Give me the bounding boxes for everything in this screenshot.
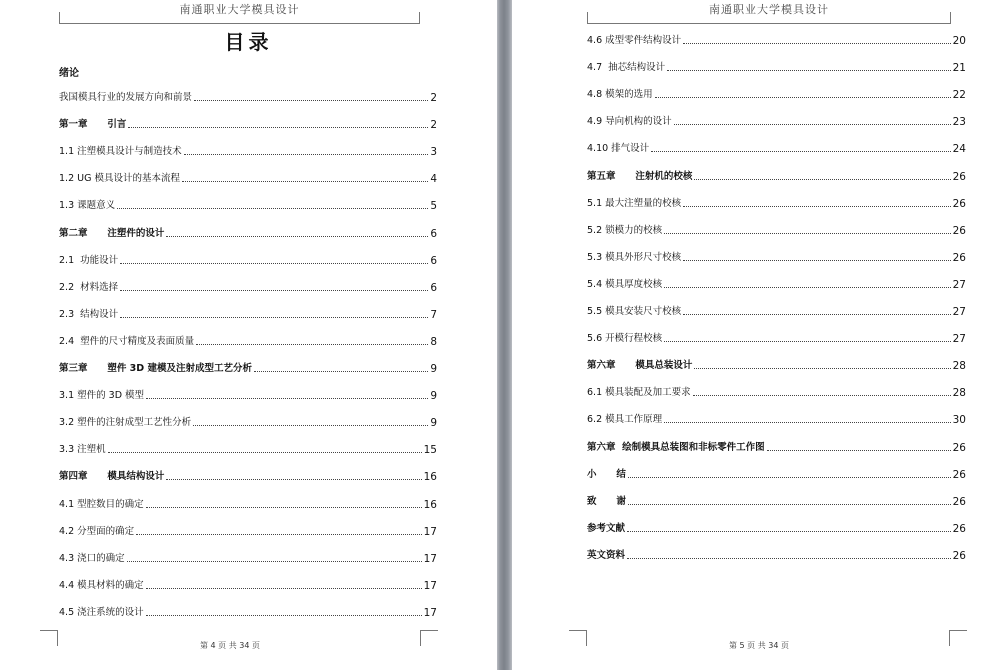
toc-page-number: 26 — [952, 251, 966, 264]
toc-chapter-entry[interactable] — [587, 467, 966, 481]
page-footer: 第 5 页 共 34 页 — [729, 641, 789, 650]
toc-entry[interactable] — [587, 114, 966, 128]
toc-entry-label: 4.7 抽芯结构设计 — [587, 62, 666, 74]
margin-corner-mark — [949, 630, 967, 646]
toc-page-number: 22 — [952, 89, 966, 102]
dot-leader — [767, 450, 951, 451]
toc-page-number: 27 — [952, 278, 966, 291]
toc-entry-label: 6.2 模具工作原理 — [587, 414, 663, 426]
toc-page-number: 26 — [952, 522, 966, 535]
toc-page-number: 17 — [423, 552, 437, 565]
toc-page-number: 27 — [952, 333, 966, 346]
dot-leader — [627, 531, 951, 532]
toc-entry-label: 英文资料 — [587, 549, 626, 561]
dot-leader — [117, 208, 428, 209]
toc-entry-label: 5.2 锁模力的校核 — [587, 224, 663, 236]
toc-entry-label: 2.4 塑件的尺寸精度及表面质量 — [59, 335, 195, 347]
toc-entry-label: 1.3 课题意义 — [59, 200, 116, 212]
dot-leader — [146, 398, 428, 399]
dot-leader — [664, 233, 950, 234]
toc-page-number: 26 — [952, 468, 966, 481]
dot-leader — [627, 558, 951, 559]
toc-entry-label: 3.2 塑件的注射成型工艺性分析 — [59, 417, 192, 429]
toc-entry-label: 第五章 注射机的校核 — [587, 170, 693, 182]
toc-entry-label: 致 谢 — [587, 495, 626, 507]
toc-entry-label: 4.2 分型面的确定 — [59, 525, 135, 537]
dot-leader — [182, 181, 428, 182]
dot-leader — [184, 154, 429, 155]
dot-leader — [664, 287, 950, 288]
toc-entry-label: 4.4 模具材料的确定 — [59, 579, 144, 591]
toc-entry-label: 第三章 塑件 3D 建模及注射成型工艺分析 — [59, 363, 252, 374]
toc-entry-label: 1.1 注塑模具设计与制造技术 — [59, 146, 182, 158]
toc-page-number: 17 — [423, 606, 437, 619]
dot-leader — [664, 422, 950, 423]
dot-leader — [683, 43, 950, 44]
dot-leader — [628, 477, 951, 478]
dot-leader — [667, 70, 950, 71]
toc-chapter-entry[interactable] — [59, 226, 437, 240]
toc-page-number: 17 — [423, 579, 437, 592]
toc-page-number: 20 — [952, 35, 966, 47]
page-gutter — [497, 0, 512, 670]
toc-entry[interactable] — [59, 388, 437, 402]
toc-entry[interactable] — [587, 385, 966, 399]
dot-leader — [651, 151, 950, 152]
toc-chapter-entry[interactable] — [587, 440, 966, 454]
toc-entry[interactable] — [587, 304, 966, 318]
dot-leader — [628, 504, 951, 505]
dot-leader — [146, 507, 422, 508]
page-header — [59, 0, 420, 24]
toc-entry-label: 5.5 模具安装尺寸校核 — [587, 306, 682, 317]
toc-entry-label: 4.5 浇注系统的设计 — [59, 606, 144, 618]
dot-leader — [254, 371, 428, 372]
toc-page-number: 15 — [423, 444, 437, 457]
toc-page-number: 4 — [430, 173, 437, 186]
toc-page-number: 16 — [423, 498, 437, 511]
toc-entry[interactable] — [587, 223, 966, 237]
margin-corner-mark — [569, 630, 587, 646]
dot-leader — [655, 97, 951, 98]
toc-entry-label: 4.3 浇口的确定 — [59, 552, 125, 564]
dot-leader — [120, 263, 428, 264]
toc-chapter-entry[interactable] — [587, 494, 966, 508]
dot-leader — [108, 452, 422, 453]
toc-entry-label: 第二章 注塑件的设计 — [59, 227, 165, 239]
toc-page-number: 9 — [430, 390, 437, 403]
toc-page-number: 26 — [952, 224, 966, 237]
toc-entry[interactable] — [587, 196, 966, 210]
dot-leader — [694, 179, 950, 180]
toc-page-number: 2 — [430, 92, 437, 104]
toc-page-number: 16 — [423, 471, 437, 484]
margin-corner-mark — [40, 630, 58, 646]
toc-entry-label: 2.3 结构设计 — [59, 308, 119, 320]
dot-leader — [146, 588, 422, 589]
toc-entry[interactable] — [59, 253, 437, 267]
toc-entry[interactable] — [59, 415, 437, 429]
header-corner-mark — [950, 12, 951, 24]
toc-entry[interactable] — [59, 442, 437, 456]
toc-entry-label: 5.4 模具厚度校核 — [587, 278, 663, 290]
toc-entry-label: 6.1 模具装配及加工要求 — [587, 387, 691, 399]
dot-leader — [193, 425, 428, 426]
dot-leader — [120, 317, 428, 318]
toc-entry[interactable] — [59, 90, 437, 104]
toc-page-number: 23 — [952, 116, 966, 129]
toc-entry[interactable] — [59, 144, 437, 158]
dot-leader — [194, 100, 428, 101]
toc-entry-label: 3.1 塑件的 3D 模型 — [59, 390, 145, 402]
dot-leader — [127, 561, 422, 562]
toc-page-number: 5 — [430, 200, 437, 213]
toc-page-number: 7 — [430, 308, 437, 321]
toc-page-number: 6 — [430, 281, 437, 294]
toc-entry-label: 第四章 模具结构设计 — [59, 471, 165, 483]
toc-entry-label: 5.6 开模行程校核 — [587, 333, 663, 345]
toc-entry-label: 5.1 最大注塑量的校核 — [587, 197, 682, 209]
toc-chapter-entry[interactable] — [587, 358, 966, 372]
toc-entry-label: 4.8 模架的选用 — [587, 89, 653, 101]
dot-leader — [683, 314, 950, 315]
toc-entry-label: 2.2 材料选择 — [59, 281, 119, 293]
dot-leader — [674, 124, 951, 125]
toc-entry-label: 第六章 模具总装设计 — [587, 360, 693, 372]
dot-leader — [664, 341, 950, 342]
toc-entry[interactable] — [59, 171, 437, 185]
toc-entry[interactable] — [59, 497, 437, 511]
toc-entry-label: 4.1 型腔数目的确定 — [59, 498, 144, 510]
header-corner-mark — [59, 12, 60, 24]
toc-entry-label: 2.1 功能设计 — [59, 254, 119, 266]
header-text: 南通职业大学模具设计 — [179, 3, 300, 16]
toc-page-number: 26 — [952, 441, 966, 454]
toc-entry-label: 4.6 成型零件结构设计 — [587, 35, 682, 46]
toc-page-number: 8 — [430, 335, 437, 348]
dot-leader — [196, 344, 428, 345]
toc-entry-label: 我国模具行业的发展方向和前景 — [59, 92, 193, 103]
dot-leader — [136, 534, 421, 535]
toc-entry[interactable] — [587, 87, 966, 101]
toc-title: 目录 — [224, 30, 273, 54]
toc-entry[interactable] — [59, 198, 437, 212]
toc-page-number: 17 — [423, 525, 437, 538]
toc-entry-label: 5.3 模具外形尺寸校核 — [587, 251, 682, 263]
toc-entry-label: 参考文献 — [587, 522, 626, 534]
toc-entry[interactable] — [59, 280, 437, 294]
toc-page-number: 28 — [952, 360, 966, 373]
toc-page-number: 24 — [952, 143, 966, 156]
toc-chapter-entry[interactable] — [59, 469, 437, 483]
toc-page-number: 26 — [952, 170, 966, 183]
dot-leader — [694, 368, 950, 369]
toc-entry[interactable] — [59, 524, 437, 538]
toc-entry[interactable] — [59, 578, 437, 592]
toc-entry-label: 第一章 引言 — [59, 119, 127, 131]
dot-leader — [166, 236, 428, 237]
dot-leader — [683, 260, 950, 261]
toc-chapter-entry[interactable] — [59, 361, 437, 375]
margin-corner-mark — [420, 630, 438, 646]
toc-entry[interactable] — [587, 60, 966, 74]
toc-page-number: 27 — [952, 306, 966, 318]
toc-entry-label: 小 结 — [587, 468, 626, 480]
toc-page-number: 3 — [430, 146, 437, 159]
toc-entry-label: 绪论 — [59, 68, 79, 79]
toc-chapter-entry[interactable] — [59, 117, 437, 131]
toc-page-number: 6 — [430, 254, 437, 267]
dot-leader — [166, 479, 421, 480]
toc-entry-label: 1.2 UG 模具设计的基本流程 — [59, 173, 180, 185]
toc-page-number: 9 — [430, 417, 437, 430]
toc-chapter-entry[interactable] — [587, 169, 966, 183]
toc-page-number: 26 — [952, 495, 966, 508]
toc-page-number: 30 — [952, 414, 966, 427]
toc-chapter-entry[interactable] — [587, 521, 966, 535]
toc-page-number: 28 — [952, 387, 966, 400]
toc-page-number: 26 — [952, 549, 966, 562]
toc-entry-label: 3.3 注塑机 — [59, 444, 106, 456]
toc-entry[interactable] — [59, 551, 437, 565]
toc-entry[interactable] — [587, 250, 966, 264]
dot-leader — [128, 127, 428, 128]
dot-leader — [120, 290, 428, 291]
toc-entry[interactable] — [59, 334, 437, 348]
toc-section-heading[interactable] — [59, 66, 437, 80]
toc-entry-label: 第六章 绘制模具总装图和非标零件工作图 — [587, 441, 765, 453]
dot-leader — [146, 615, 422, 616]
toc-entry-label: 4.9 导向机构的设计 — [587, 116, 672, 128]
page-footer: 第 4 页 共 34 页 — [200, 641, 260, 650]
toc-entry[interactable] — [59, 605, 437, 619]
toc-entry[interactable] — [587, 331, 966, 345]
toc-page-number: 9 — [430, 363, 437, 375]
page-header — [587, 0, 951, 24]
toc-entry[interactable] — [59, 307, 437, 321]
dot-leader — [683, 206, 950, 207]
dot-leader — [693, 395, 951, 396]
toc-entry[interactable] — [587, 412, 966, 426]
header-corner-mark — [587, 12, 588, 24]
toc-entry[interactable] — [587, 141, 966, 155]
toc-entry-label: 4.10 排气设计 — [587, 143, 650, 155]
toc-entry[interactable] — [587, 277, 966, 291]
header-corner-mark — [419, 12, 420, 24]
toc-entry[interactable] — [587, 33, 966, 47]
toc-page-number: 6 — [430, 227, 437, 240]
toc-chapter-entry[interactable] — [587, 548, 966, 562]
toc-page-number: 2 — [430, 119, 437, 132]
toc-page-number: 26 — [952, 197, 966, 210]
toc-page-number: 21 — [952, 62, 966, 75]
header-text: 南通职业大学模具设计 — [709, 3, 829, 16]
